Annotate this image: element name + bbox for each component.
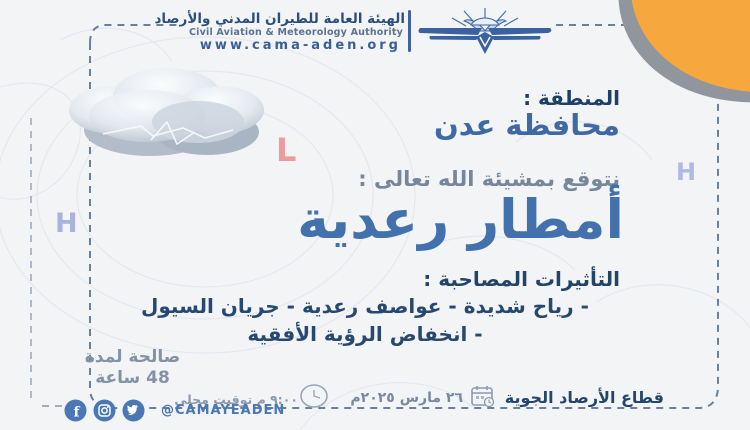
issue-date: ٢٦ مارس ٢٠٢٥م [350,390,463,406]
social-icons-row [64,399,145,422]
twitter-icon [122,399,145,422]
expectation-intro: نتوقع بمشيئة الله تعالى : [358,167,620,191]
authority-wings-logo [416,4,554,58]
low-pressure-symbol: L [276,131,297,169]
forecast-headline: أمطار رعدية [297,188,624,251]
instagram-icon [93,399,116,422]
high-pressure-symbol-right: H [676,158,697,186]
validity-note [70,347,195,390]
thunderstorm-cloud-image [55,52,275,164]
org-name-english: Civil Aviation & Meteorology Authority [188,27,403,38]
validity-line-2: 48 ساعة [95,368,170,389]
svg-text:f: f [73,404,80,421]
region-label: المنطقة : [523,86,620,110]
sector-name: قطاع الأرصاد الجوية [504,388,664,407]
effects-label: التأثيرات المصاحبة : [423,267,620,291]
social-handle: @CAMAYEADEN [161,403,286,418]
effects-line-2: - انخفاض الرؤية الأفقية [247,322,483,346]
header-divider [408,10,411,52]
high-pressure-symbol-left: H [55,208,78,239]
clock-icon [298,383,330,410]
calendar-icon [470,384,496,408]
issue-time: ٩:٠٠ م توقيت محلي [174,392,298,407]
website-url: www.cama-aden.org [199,38,401,53]
org-name-arabic: الهيئة العامة للطيران المدني والأرصاد [154,11,405,27]
validity-line-1: صالحة لمدة [84,347,181,367]
facebook-icon [64,399,87,422]
region-value: محافظة عدن [434,108,620,142]
effects-line-1: - رياح شديدة - عواصف رعدية - جريان السيول [141,294,589,318]
